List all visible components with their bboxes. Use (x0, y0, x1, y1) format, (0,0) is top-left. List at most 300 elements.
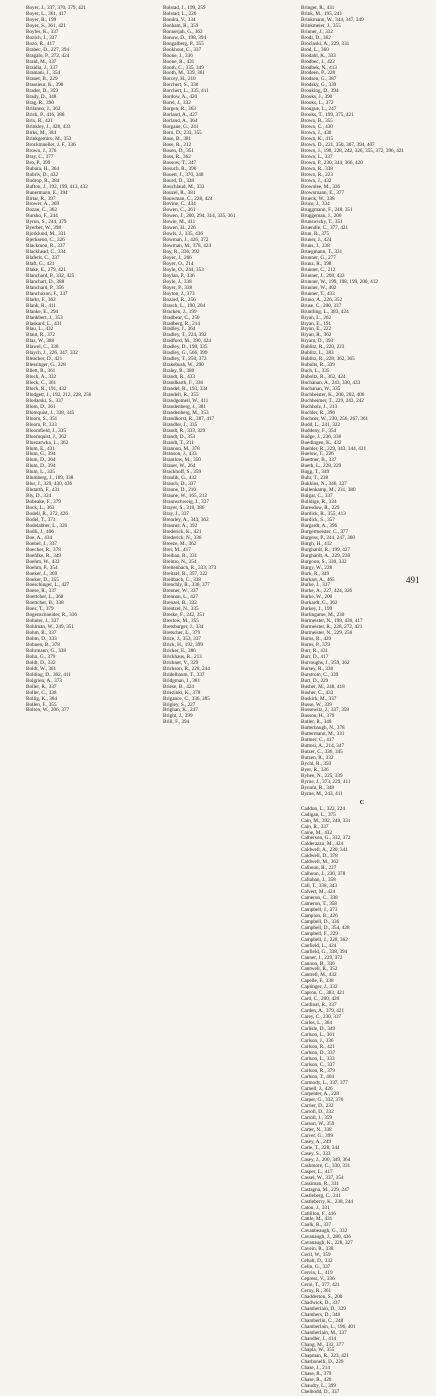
index-entry: Cavanaugh, J., 280, 436 (301, 1234, 351, 1241)
index-entry: Catlillon, F., 416 (301, 1210, 336, 1217)
index-entry: Bublitz, R., 220, 223 (301, 344, 345, 351)
index-entry: Busson, H., 379 (301, 713, 335, 720)
index-entry: Bray, C., 377 (26, 153, 54, 160)
index-entry: Bugg, T., 349 (301, 469, 330, 476)
index-entry: Casper, L., 417 (301, 1168, 333, 1175)
index-entry: Borland, A., 364 (163, 118, 198, 125)
index-entry: Bloom, S., 351 (26, 415, 58, 422)
index-entry: Blumberg, J., 189, 338 (26, 475, 74, 482)
index-entry: Buchholz, J., 213 (301, 403, 338, 410)
index-entry: Boyle, J., 338 (163, 278, 192, 285)
index-entry: Brodbec, J., 422 (301, 58, 335, 65)
index-entry: Blum, G., 394 (26, 451, 56, 458)
index-entry: Calvert, M., 424 (301, 889, 336, 896)
index-entry: Brandt, D., 353 (163, 433, 196, 440)
index-entry: Brill, F., 394 (163, 719, 190, 726)
index-entry: Brenzel, B., 332 (163, 600, 197, 607)
index-entry: Busher, M., 248, 418 (301, 683, 345, 690)
index-entry: Booth, M., 339, 361 (163, 70, 205, 77)
index-entry: Burgy, W., 228 (301, 564, 333, 571)
index-entry: Brayer, S., 318, 386 (163, 505, 205, 512)
index-entry: Bongalberg, P., 355 (163, 40, 204, 47)
index-entry: Bjerkseno, C., 326 (26, 237, 65, 244)
index-entry: Buchner, W., 230, 256, 267, 361 (301, 415, 369, 422)
index-entry: Brennan, L., 427 (163, 594, 199, 601)
index-entry: Bonham, R., 359 (163, 22, 199, 29)
index-entry: Bufton, J., 192, 199, 413, 432 (26, 183, 88, 190)
index-entry: Brinkmeier, J., 355 (301, 22, 341, 29)
index-entry: Brown, P., 230, 344, 366, 420 (301, 159, 363, 166)
index-entry: Bukkins, N., 346, 337 (301, 481, 347, 488)
index-entry: Burmeister, N., 198, 436, 417 (301, 618, 363, 625)
index-entry: Bohm, D., 333 (26, 636, 57, 643)
index-entry: Canfield, G., 338, 394 (301, 948, 348, 955)
index-entry: Bradley, J., 364 (163, 326, 196, 333)
index-entry: Carnell, J., 426 (301, 1085, 333, 1092)
index-entry: Brodl, D., 362 (301, 34, 331, 41)
index-entry: Blom, D., 361 (26, 403, 56, 410)
index-entry: Bradley, G., 566, 399 (163, 350, 208, 357)
index-entry: Blur, J., 329, 430, 436 (26, 481, 73, 488)
index-entry: Boehlke, R., 349 (26, 552, 62, 559)
index-entry: Canfield, L., 424 (301, 942, 337, 949)
index-entry: Caine, M., 432 (301, 829, 332, 836)
index-entry: Bridgman, J., 381 (163, 677, 201, 684)
index-entry: Caldwell, A., 230, 341 (301, 847, 348, 854)
index-entry: Bohlman, W., 249, 351 (26, 624, 74, 631)
index-entry: Brunner, W., 199, 198, 199, 200, 412 (301, 278, 378, 285)
index-entry: Blanchart, D., 388 (26, 278, 65, 285)
index-entry: Blessinger, G., 228 (26, 362, 66, 369)
index-entry: Boecher, R., 378 (26, 546, 61, 553)
index-entry: Bohnter, J., 337 (26, 618, 59, 625)
index-entry: Bruce, J., 334 (301, 201, 330, 208)
index-entry: Burke, W., 200 (301, 594, 333, 601)
index-entry: Bohrmann, G., 338 (26, 647, 66, 654)
index-entry: Brigley, S., 227 (163, 701, 196, 708)
index-entry: Boyer, R., 199 (26, 16, 57, 23)
index-entry: Braune, D., 210 (163, 487, 196, 494)
index-entry: Carlson, J., 336 (301, 1037, 334, 1044)
index-entry: Bruegmann, T., 331 (301, 249, 343, 256)
index-entry: Bookhout, C., 337 (163, 46, 202, 53)
index-entry: Bragalo, P., 272, 424 (26, 52, 70, 59)
index-entry: Bruggeman, J., 200 (301, 213, 342, 220)
index-entry: Carmody, L., 337, 377 (301, 1079, 348, 1086)
index-entry: Byerber, W., 398 (26, 225, 62, 232)
index-entry: Cashmore, C., 330, 331 (301, 1162, 351, 1169)
index-entry: Campbell, D., 336 (301, 918, 340, 925)
index-entry: Brunswicky, T., 351 (301, 219, 343, 226)
index-entry: Carlson, D., 337 (301, 1049, 336, 1056)
index-entry: Borchert, S., 330 (163, 82, 199, 89)
index-entry: Brinkley, J., 428, 433 (26, 124, 71, 131)
index-entry: Brocinski, A., 229, 331 (301, 40, 350, 47)
index-entry: Bollig, K., 364 (26, 695, 57, 702)
index-entry: Burstrom, C., 339 (301, 671, 339, 678)
index-entry: Brauer, W., 264 (163, 463, 196, 470)
index-entry: Carroll, D., 332 (301, 1109, 334, 1116)
index-entry: Butzer, C., 336, 345 (301, 749, 343, 756)
index-entry: Borgen, R., 363 (163, 106, 196, 113)
index-entry: Cain, R., 337 (301, 823, 329, 830)
index-entry: Bondra, V., 334 (163, 16, 196, 23)
index-entry: Brink, M., 195, 241 (301, 10, 343, 17)
index-entry: Bublitz, R., 228, 362, 365 (301, 356, 355, 363)
index-entry: Buhr, T., 238 (301, 475, 329, 482)
index-entry: Brown, J., 430 (301, 130, 332, 137)
index-entry: Blomquist, J., 338, 345 (26, 409, 75, 416)
index-entry: Boyer, S., 361, 421 (26, 22, 66, 29)
index-entry: Blum, L., 335 (26, 469, 55, 476)
index-entry: Burdick, S., 357 (301, 516, 335, 523)
index-entry: Bryant, D., 393 (301, 338, 334, 345)
index-entry: Cavanaugh, K., 228, 327 (301, 1240, 353, 1247)
index-entry: Carlson, R., 379 (301, 1067, 335, 1074)
index-entry: Brunz, R., 398 (301, 260, 332, 267)
index-entry: Bobeake, F., 379 (26, 499, 61, 506)
index-entry: Bouwman, C., 228, 424 (163, 195, 213, 202)
index-entry: Branson, J., 433 (163, 451, 197, 458)
index-entry: Buchanan, A., 243, 330, 433 (301, 380, 361, 387)
index-entry: Bloomfield, J., 335 (26, 427, 66, 434)
index-entry: Burkey, J., 199 (301, 606, 333, 613)
index-entry: Busse, W., 339 (301, 701, 332, 708)
index-entry: Carte, T., 228, 344 (301, 1145, 340, 1152)
index-entry: Bublitz, L., 383 (301, 350, 334, 357)
index-entry: Braid, M., 337 (26, 58, 57, 65)
index-entry: Calberson, G., 332, 372 (301, 835, 351, 842)
index-entry: Brantlow, M., 350 (163, 457, 201, 464)
index-entry: Bridelbaum, T., 337 (163, 671, 205, 678)
index-entry: Braulik, G., 432 (163, 475, 197, 482)
index-entry: Busher, C., 433 (301, 689, 334, 696)
index-entry: Breeze, M., 362 (163, 540, 197, 547)
index-entry: Bowen, C., 361 (163, 207, 196, 214)
index-entry: Bowen, J., 200, 294, 314, 335, 361 (163, 213, 236, 220)
index-entry: Bollen, F., 355 (26, 701, 57, 708)
index-column-1 (26, 6, 148, 714)
index-entry: Blackmon, R., 337 (26, 243, 66, 250)
index-entry: Bringer, R., 431 (301, 5, 335, 11)
index-entry: Bonow, D., 198, 394 (163, 34, 207, 41)
index-entry: Bock, L., 363 (26, 505, 55, 512)
index-entry: Bowman, J., 426, 372 (163, 237, 209, 244)
index-entry: Boyer, O., 214 (163, 260, 194, 267)
index-entry: Breslow, M., 355 (163, 618, 199, 625)
index-entry: Charbonelli, D., 229 (301, 1359, 344, 1366)
index-entry: Bubara, H., 364 (26, 165, 59, 172)
index-entry: Castleberg, C., 241 (301, 1192, 341, 1199)
index-entry: Bleacker, D., 421 (26, 356, 63, 363)
index-entry: Cantrell, M., 432 (301, 972, 337, 979)
index-entry: Boyles, K., 337 (26, 28, 59, 35)
index-entry: Caulk, R., 337 (301, 1222, 332, 1229)
index-entry: Bowman, M., 378, 424 (163, 243, 211, 250)
index-entry: Borel, J., 332 (163, 100, 191, 107)
index-entry: Booth, C., 335, 349 (163, 64, 204, 71)
index-entry: Brown, D., 221, 350, 367, 394, 407 (301, 141, 375, 148)
index-entry: Brandler, J., 335 (163, 421, 198, 428)
index-entry: Brandenberg, J., 381 (163, 403, 206, 410)
index-entry: Brady, D., 348 (26, 94, 57, 101)
index-entry: Braunschweig, J., 337 (163, 499, 209, 506)
index-entry: Brandgemeil, W., 411 (163, 397, 209, 404)
index-entry: Burkart, A., 465 (301, 576, 335, 583)
index-entry: Brilanno, J., 362 (26, 106, 61, 113)
index-entry: Caddon, L., 322, 224 (301, 805, 345, 812)
index-entry: Blank, R., 411 (26, 302, 56, 309)
index-entry: Chamberlin, C., 248 (301, 1317, 344, 1324)
index-entry: Cepress, V., 336 (301, 1276, 335, 1283)
index-entry: Bolstad, J., 199, 259 (163, 5, 206, 11)
index-entry: Boyer, P., 338 (163, 284, 193, 291)
index-entry: Butzen, R., 332 (301, 755, 334, 762)
index-entry: Burghardt, A., 229, 230 (301, 552, 351, 559)
index-entry: Borland, A., 427 (163, 112, 198, 119)
index-entry: Buttner, C., 417 (301, 737, 335, 744)
index-entry: Bluezarwka, L., 362 (26, 439, 69, 446)
index-entry: Burgermeister, C., 377 (301, 528, 349, 535)
index-entry: Brannon, M., 378 (163, 445, 200, 452)
index-entry: Bouett, J., 370, 348 (163, 171, 204, 178)
index-entry: Buettner, B., 337 (301, 457, 337, 464)
index-entry: Carlos, L., 364 (301, 1020, 332, 1027)
index-entry: Bray, J., 337 (163, 511, 190, 518)
index-entry: Brinkgemiro, M., 353 (26, 135, 72, 142)
index-entry: Branet, B., 229 (26, 76, 58, 83)
index-entry: Brabec, D., 227, 394 (26, 46, 70, 53)
index-entry: Brasch, L., 190, 204 (163, 302, 206, 309)
index-entry: Chelbodd, D., 337 (301, 1389, 340, 1396)
index-entry: Casey, S., 333 (301, 1151, 331, 1157)
index-entry: Burgh, H., 412 (301, 540, 332, 547)
index-entry: Boylan, P., 336 (163, 272, 195, 279)
index-entry: Calhoun, J., 230, 378 (301, 871, 346, 878)
index-entry: Brooking, D., 394 (301, 88, 339, 95)
index-entry: Blanchard, P., 356 (26, 284, 64, 291)
index-entry: Burt, D., 229 (301, 677, 329, 684)
index-entry: Braune, W., 165, 212 (163, 493, 207, 500)
index-entry: Boebel, J., 337 (26, 540, 57, 547)
index-entry: Bruntling, L., 383, 424 (301, 308, 349, 315)
index-entry: Bryan, L., 262 (301, 314, 332, 321)
index-entry: Brown, C., 430 (301, 124, 333, 131)
index-entry: Brodsen, G., 387 (301, 76, 337, 83)
index-entry: Bogenschneider, R., 336 (26, 612, 77, 619)
index-entry: Bowie, M., 411 (163, 219, 196, 226)
index-entry: Blanchard, P., 332, 425 (26, 272, 75, 279)
index-entry: Campbell, J., 228, 362 (301, 936, 348, 943)
index-entry: Brearley, A., 343, 362 (163, 516, 209, 523)
index-entry: Bloom, P., 333 (26, 421, 57, 428)
index-entry: Buttermann, M., 331 (301, 731, 345, 738)
index-entry: Brown, J., 198, 228, 242, 326, 355, 372, 396, 421 (301, 147, 405, 154)
index-entry: Budd, L., 241, 322 (301, 421, 341, 428)
index-entry: Bruner, J., 424 (301, 237, 332, 244)
index-entry: Blanke, E., 294 (26, 308, 59, 315)
index-entry: Chase, R., 379 (301, 1371, 332, 1378)
index-entry: Bodel, T., 373 (26, 516, 56, 523)
index-entry: Byrne, M., 243, 411 (301, 790, 343, 797)
index-entry: Braidia, J., 337 (26, 64, 58, 71)
index-entry: Boone, R., 431 (163, 58, 195, 65)
index-entry: Bryan, E., 191 (301, 320, 332, 327)
index-entry: Carlson, L., 361 (301, 1031, 335, 1038)
index-entry: Brougue, L., 247 (301, 106, 337, 113)
index-entry: Blaferlt, C., 337 (26, 255, 60, 262)
index-entry: Boldt, W., 361 (26, 665, 57, 672)
index-entry: Brown, J., 432 (301, 177, 332, 184)
index-entry: Byer, R., 336 (301, 767, 329, 773)
index-entry: Bovine, C., 434 (163, 201, 196, 208)
index-entry: Breitzel, R., 357, 322 (163, 570, 208, 577)
index-entry: Burghardt, R., 199, 427 (301, 546, 351, 553)
index-entry: Boettcher, L., 368 (26, 594, 64, 601)
index-entry: Brodeen, P., 228 (301, 70, 336, 77)
index-entry: Brinkmann, W., 344, 347, 349 (301, 16, 364, 23)
index-entry: Bruggmann, F., 248, 351 (301, 207, 353, 214)
index-entry: Bodli, J., 406 (26, 528, 54, 535)
index-entry: Castagna, M., 229, 247 (301, 1186, 350, 1193)
index-entry: Carden, A., 379, 421 (301, 1008, 345, 1015)
index-entry: Buboltz, R., 362, 424 (301, 374, 346, 381)
index-entry: Carlson, C., 337 (301, 1061, 335, 1068)
index-entry: Breske, F., 242, 351 (163, 612, 205, 619)
index-entry: Callahan, J., 358 (301, 877, 336, 884)
index-entry: Brederick, K., 421 (163, 528, 202, 535)
index-entry: Burr, R., 431 (301, 647, 329, 654)
index-entry: Bose, R., 212 (163, 141, 192, 148)
index-entry: Brunner, G., 277 (301, 255, 336, 262)
index-entry: Brunner, C., 212 (301, 266, 336, 273)
index-entry: Cassiman, R., 331 (301, 1180, 339, 1187)
index-entry: Boyton, J., 373 (163, 290, 195, 297)
index-entry: Borchert, L., 335, 411 (163, 88, 209, 95)
index-entry: Campbell, J., 373 (301, 906, 338, 913)
index-entry: Cerni, T., 377, 421 (301, 1281, 340, 1288)
index-entry: Burlingame, M., 230 (301, 612, 345, 619)
index-entry: Cameron, T., 358 (301, 900, 337, 907)
index-entry: Boeschinger, L., 427 (26, 582, 70, 589)
index-entry: Block, C., 361 (26, 380, 57, 387)
index-entry: Bynum, R., 348 (301, 784, 335, 791)
index-entry: Bose, B., 381 (163, 135, 192, 142)
index-entry: Burke, J., 337 (301, 582, 330, 589)
index-entry: Carson, W., 359 (301, 1121, 335, 1128)
index-entry: Chang, M., 332, 377 (301, 1341, 344, 1348)
index-entry: Chapla, W., 355 (301, 1347, 335, 1354)
index-entry: Bozan, C., 362 (26, 207, 57, 214)
index-entry: Brickson, R., 228, 244 (163, 665, 210, 672)
index-entry: Burmeister, N., 229, 256 (301, 630, 353, 637)
index-entry: Cain, M., 392, 248, 331 (301, 817, 351, 824)
index-entry: Caldwell, D., 378 (301, 853, 338, 860)
index-entry: Burgess, P., 244, 247, 360 (301, 534, 355, 541)
index-entry: Blau, L., 432 (26, 326, 54, 333)
index-entry: Carver, G., 399 (301, 1133, 333, 1140)
index-entry: Burdick, R., 355, 413 (301, 511, 346, 518)
index-entry: Bretscher, L., 379 (163, 630, 201, 637)
index-entry: Card, C., 200, 420 (301, 996, 340, 1003)
index-entry: Cebalt, D., 332 (301, 1258, 333, 1265)
index-entry: Brandt, R., 333, 329 (163, 427, 206, 434)
index-entry: Bly, D., 324 (26, 493, 52, 500)
index-entry: Blum, E., 431 (26, 445, 55, 452)
index-entry: Burroughs, J., 259, 362 (301, 659, 350, 666)
index-entry: Brooks, J., 390 (301, 94, 333, 101)
index-entry: Boettcher, B., 338 (26, 600, 64, 607)
index-entry: Bruendle, C., 377, 421 (301, 225, 349, 232)
index-entry: Brownlee, M., 336 (301, 183, 341, 190)
index-entry: Blaych, J., 226, 347, 332 (26, 350, 78, 357)
index-entry: Caplinger, J., 332 (301, 984, 338, 991)
index-entry: Brun, R., 375 (301, 231, 330, 238)
index-entry: Brice, J., 353, 337 (163, 636, 201, 643)
index-entry: Capron, C., 383, 421 (301, 990, 345, 997)
index-entry: Caldwell, M., 362 (301, 859, 339, 866)
index-entry: Born, D., 233, 355 (163, 130, 202, 137)
index-entry: Boyle, O., 244, 353 (163, 266, 204, 273)
index-entry: Butler, R., 348 (301, 719, 332, 726)
index-entry: Cassel, W., 337, 354 (301, 1174, 344, 1181)
index-entry: Brederick, N., 336 (163, 534, 202, 541)
index-entry: Brick, P., 416, 388 (26, 112, 65, 119)
index-entry: Casey, A., 249 (301, 1139, 332, 1146)
index-entry: Boyer, L., 361, 417 (26, 10, 67, 17)
index-entry: Brodahl, K., 333 (301, 52, 336, 59)
index-entry: Borgane, G., 241 (163, 124, 199, 131)
index-entry: Buskirk, M., 337 (301, 695, 337, 702)
index-entry: Cameron, C., 338 (301, 895, 338, 902)
index-entry: Campion, B., 426 (301, 912, 338, 919)
index-entry: Blaz, W., 388 (26, 338, 55, 345)
index-entry: Buedingen, K., 432 (301, 439, 342, 446)
index-entry: Carter, N., 338 (301, 1127, 332, 1134)
index-entry: Brakebush, W., 290 (163, 362, 204, 369)
index-entry: Bohnen, B., 378 (26, 641, 60, 648)
index-entry: Carrier, D., 232 (301, 1103, 334, 1110)
index-entry: Burk, R., 349 (301, 570, 330, 577)
index-entry: Bosuch, R., 396 (163, 165, 197, 172)
index-entry: Bychl, R., 350 (301, 761, 332, 768)
index-entry: Blackhead, C., 334 (26, 249, 66, 256)
index-entry: Brauner, A., 392 (163, 522, 198, 529)
index-entry: Breimo, N., 354 (163, 558, 197, 565)
index-entry: Canner, J., 229, 372 (301, 954, 343, 961)
index-entry: Boy, R., 336, 392 (163, 249, 200, 256)
index-entry: Bowls, J., 335, 436 (163, 231, 203, 238)
index-entry: Birtar, R., 397 (26, 195, 56, 202)
index-entry: Bradley, T., 250, 372 (163, 356, 207, 363)
index-entry: Buttosi, A., 214, 347 (301, 743, 345, 750)
index-entry: Bourd, D., 338 (163, 177, 194, 184)
index-entry: Breitenbach, R., 333, 373 (163, 564, 217, 571)
index-entry: Brockmueller, J. F., 336 (26, 141, 76, 148)
index-entry: Brandenberg, M., 353 (163, 409, 209, 416)
index-entry: Brickhaus, R., 213 (163, 653, 202, 660)
index-entry: Bradley, D., 198, 335 (163, 344, 208, 351)
index-entry: Bursko, F., 244 (26, 213, 58, 220)
index-entry: Bliett, R., 361 (26, 368, 56, 375)
index-entry: Buchheimer, T., 229, 243, 242 (301, 397, 364, 404)
index-entry: Bolding, D., 362, 411 (26, 671, 71, 678)
index-entry: Chadderton, S., 200 (301, 1293, 343, 1300)
index-entry: Brunner, W., 402 (301, 284, 337, 291)
index-entry: Bowen, H., 226 (163, 225, 196, 232)
index-entry: Breitbach, C., 338 (163, 576, 201, 583)
index-entry: Chamberlain, D., 339 (301, 1305, 346, 1312)
